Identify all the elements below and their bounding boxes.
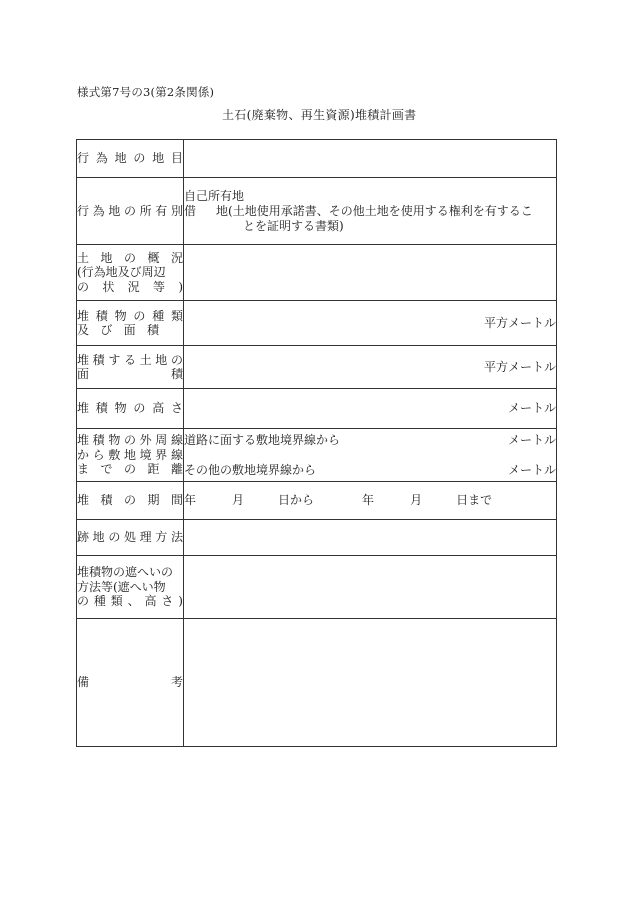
label-text: 堆 積 物 の 高 さ [77,401,183,416]
unit-meter: メートル [507,462,556,477]
ownership-options[interactable] [184,178,557,245]
label-text: 及 び 面 積 [77,323,159,337]
other-boundary-label: その他の敷地境界線から [184,462,317,477]
label-text: 堆積物の遮へいの [77,565,174,580]
label-material-type-area [77,301,184,346]
label-ownership [77,178,184,245]
row-site-restoration [77,520,557,556]
leased-desc-cont: とを証明する書類) [243,218,344,233]
row-height [77,389,557,429]
label-land-area [77,346,184,389]
label-text [77,675,183,690]
row-land-area [77,346,557,389]
other-boundary-line [184,463,556,478]
label-text: 方法等(遮へい物 [77,579,166,594]
label-text: の 種 類 、 高 さ ) [77,594,183,609]
label-screening [77,556,184,619]
label-period [77,482,184,520]
remarks-char-2: 考 [170,675,183,690]
day-from: 日から [278,493,315,507]
month-from: 月 [232,493,245,507]
year-to: 年 [362,493,375,507]
label-remarks [77,619,184,747]
row-land-condition [77,245,557,301]
label-text: 土 地 の 概 況 [77,250,183,265]
option-own-land[interactable]: 自己所有地 [184,188,245,203]
input-land-area[interactable] [184,346,557,389]
label-boundary-distance [77,429,184,482]
row-period [77,482,557,520]
input-height[interactable] [184,389,557,429]
input-site-restoration[interactable] [184,520,557,556]
input-land-category[interactable] [184,140,557,178]
label-text: 堆 積 物 の 外 周 線 [77,433,183,448]
road-boundary-line [184,433,556,448]
label-height [77,389,184,429]
input-period[interactable] [184,482,557,520]
unit-meter: メートル [507,432,556,447]
row-land-category [77,140,557,178]
row-material-type-area [77,301,557,346]
label-text: 堆 積 物 の 種 類 [77,308,183,323]
label-text: 行 為 地 の 所 有 別 [77,203,183,218]
document-title: 土石(廃棄物、再生資源)堆積計画書 [222,108,417,122]
row-boundary-distance [77,429,557,482]
unit-meter: メートル [507,401,556,415]
label-land-category [77,140,184,178]
label-text: 堆 積 の 期 間 [77,493,183,508]
input-screening[interactable] [184,556,557,619]
unit-square-meter: 平方メートル [483,359,556,374]
year-from: 年 [184,493,197,507]
label-text: 行 為 地 の 地 目 [77,151,183,166]
label-text: の 状 況 等 ) [77,279,183,294]
label-text: ま で の 距 離 [77,462,183,477]
input-boundary-distance[interactable] [184,429,557,482]
option-leased-land[interactable] [184,204,556,219]
input-material-type-area[interactable] [184,301,557,346]
road-boundary-label: 道路に面する敷地境界線から [184,432,341,447]
label-text: 堆 積 す る 土 地 の [77,352,183,367]
row-remarks [77,619,557,747]
unit-square-meter: 平方メートル [483,315,556,330]
label-text: 跡 地 の 処 理 方 法 [77,530,183,545]
label-land-condition [77,245,184,301]
row-ownership [77,178,557,245]
leased-char: 借 [184,203,197,218]
remarks-char-1: 備 [77,675,90,690]
input-remarks[interactable] [184,619,557,747]
plan-table [76,139,557,747]
month-to: 月 [410,493,423,507]
leased-desc: 地(土地使用承諾書、その他土地を使用する権利を有するこ [216,203,533,218]
row-screening [77,556,557,619]
label-text: (行為地及び周辺 [77,265,166,280]
form-number: 様式第7号の3(第2条関係) [77,85,215,99]
input-land-condition[interactable] [184,245,557,301]
label-text: 面 積 [77,367,183,381]
label-site-restoration [77,520,184,556]
day-to: 日まで [456,493,493,507]
label-text: か ら 敷 地 境 界 線 [77,447,183,462]
